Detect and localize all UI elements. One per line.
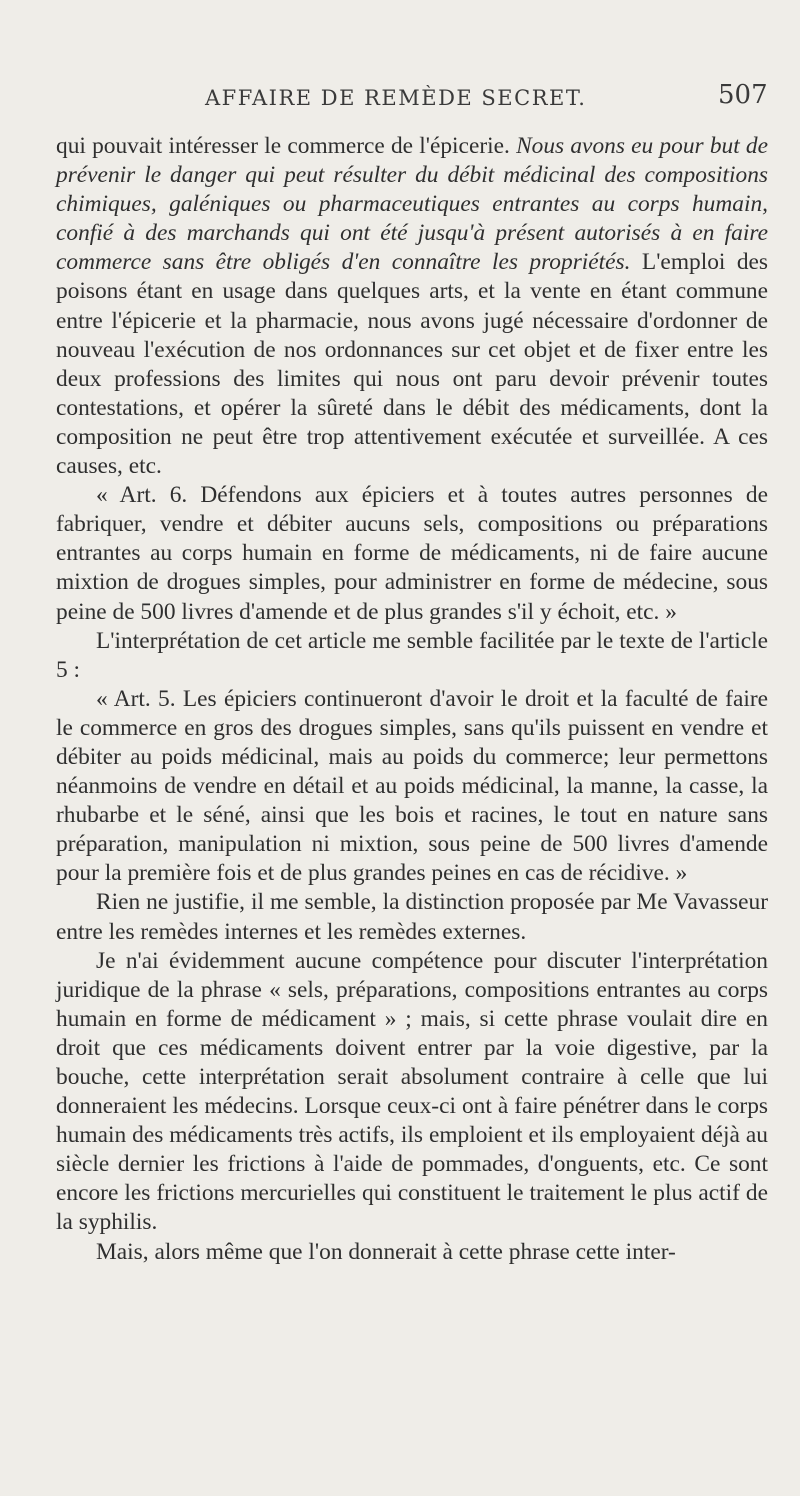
paragraph-final: Mais, alors même que l'on donnerait à cette phrase cette inter- <box>96 1238 676 1265</box>
italic-quotation: Nous avons eu pour but de prévenir le danger qui peut résulter du débit médicinal des compositions chimiques, galéniques ou pharmaceutiques entrantes au corps humain, confié à des marchands qui ont été jusqu'à présent autorisés à en faire commerce sans être obligés d'en connaître les propriétés. <box>56 133 768 276</box>
running-header <box>0 80 800 116</box>
paragraph-continuation <box>56 132 768 481</box>
paragraph-distinction: Rien ne justifie, il me semble, la distinction proposée par Me Vavasseur entre les remèdes internes et les remèdes externes. <box>56 889 768 945</box>
paragraph-lead-text: qui pouvait intéresser le commerce de l'épicerie. <box>56 133 517 159</box>
paragraph-competence: Je n'ai évidemment aucune compétence pour discuter l'interprétation juridique de la phrase « sels, préparations, compositions entrantes au corps humain en forme de médicament » ; mais, si cette phrase voulait dire en droit que ces médicaments doivent entrer par la voie digestive, par la bouche, cette interprétation serait absolument contraire à celle que lui donneraient les médecins. Lorsque ceux-ci ont à faire pénétrer dans le corps humain des médicaments très actifs, ils emploient et ils employaient déjà au siècle dernier les frictions à l'aide de pommades, d'onguents, etc. Ce sont encore les frictions mercurielles qui constituent le traitement le plus actif de la syphilis. <box>56 947 768 1236</box>
paragraph-article-6: « Art. 6. Défendons aux épiciers et à toutes autres personnes de fabriquer, vendre et débiter aucuns sels, compositions ou préparations entrantes au corps humain en forme de médicaments, ni de faire aucune mixtion de drogues simples, pour administrer en forme de médecine, sous peine de 500 livres d'amende et de plus grandes s'il y échoit, etc. » <box>56 482 768 625</box>
body-text <box>56 132 768 1267</box>
paragraph-tail-text: L'emploi des poisons étant en usage dans quelques arts, et la vente en étant commune entre l'épicerie et la pharmacie, nous avons jugé nécessaire d'ordonner de nouveau l'exécution de nos ordonnances sur cet objet et de fixer entre les deux professions des limites qui nous ont paru devoir prévenir toutes contestations, et opérer la sûreté dans le débit des médicaments, dont la composition ne peut être trop attentivement exécutée et surveillée. A ces causes, etc. <box>56 249 768 480</box>
paragraph-interpretation: L'interprétation de cet article me semble facilitée par le texte de l'article 5 : <box>56 627 768 683</box>
running-title: AFFAIRE DE REMÈDE SECRET. <box>205 86 587 110</box>
paragraph-article-5: « Art. 5. Les épiciers continueront d'avoir le droit et la faculté de faire le commerce en gros des drogues simples, sans qu'ils puissent en vendre et débiter au poids médicinal, mais au poids du commerce; leur permettons néanmoins de vendre en détail et au poids médicinal, la manne, la casse, la rhubarbe et le séné, ainsi que les bois et racines, le tout en nature sans préparation, manipulation ni mixtion, sous peine de 500 livres d'amende pour la première fois et de plus grandes peines en cas de récidive. » <box>56 685 768 887</box>
page-number: 507 <box>718 80 768 110</box>
